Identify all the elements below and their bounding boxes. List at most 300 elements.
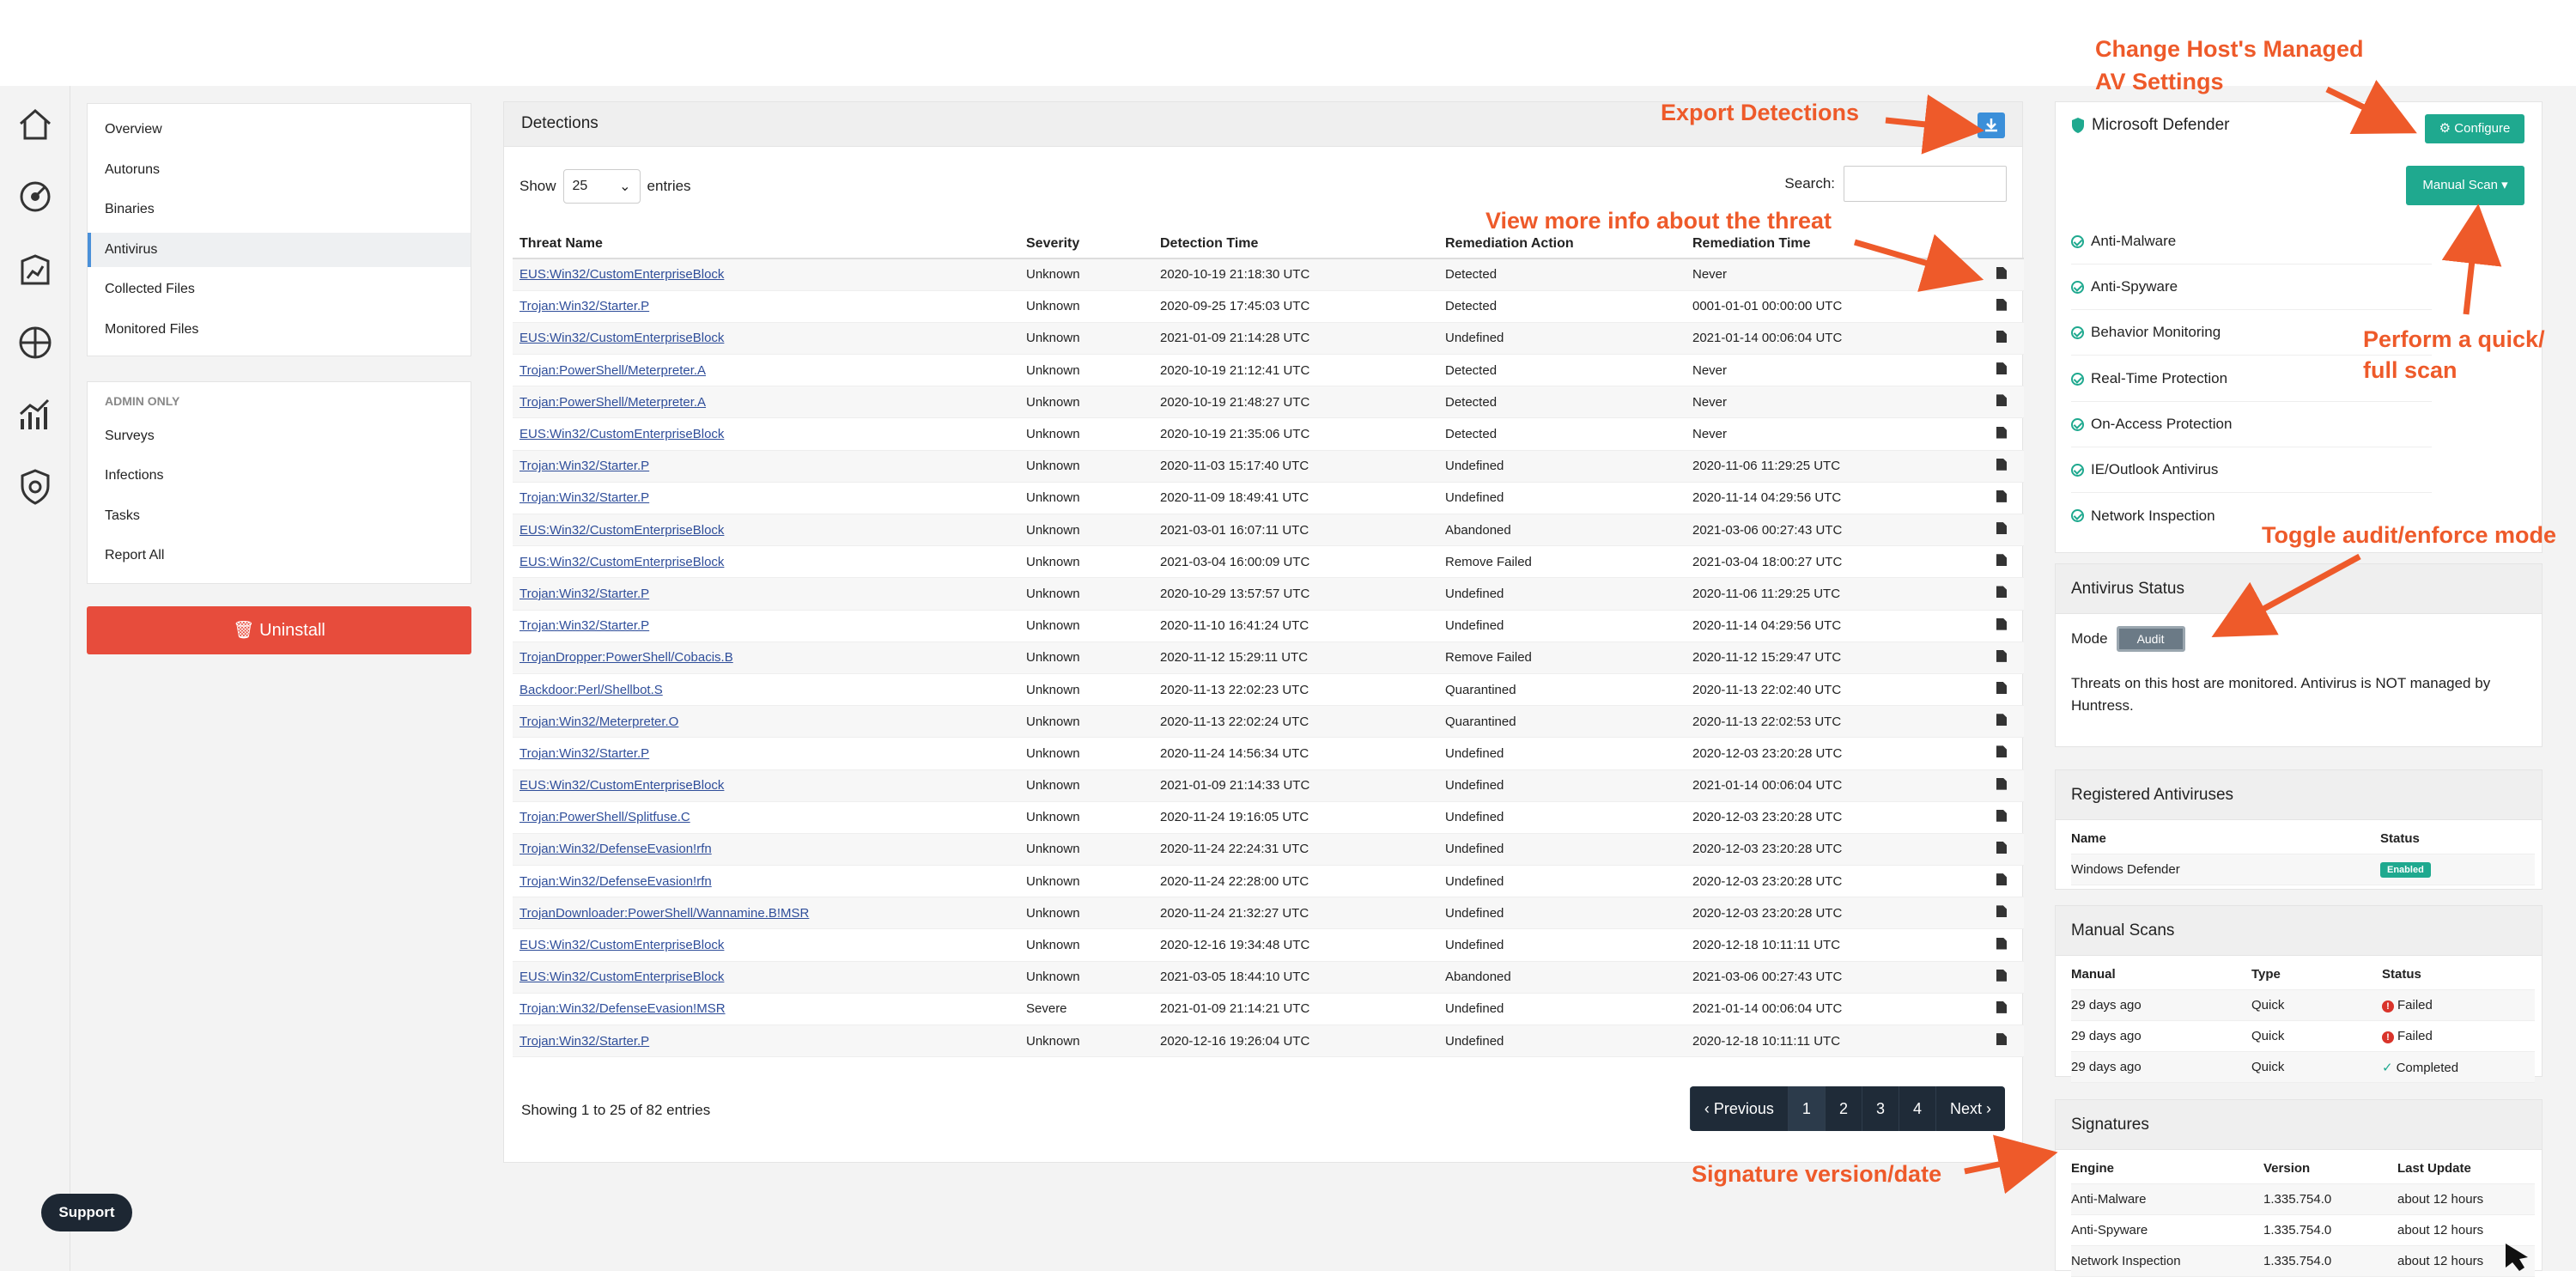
cell-remediation-action: Undefined [1438, 578, 1686, 610]
admin-card [87, 381, 471, 584]
uninstall-label: Uninstall [259, 621, 325, 640]
col-engine: Engine [2071, 1161, 2115, 1176]
col-remediation-action[interactable]: Remediation Action [1438, 229, 1686, 258]
manual-scans-card [2055, 905, 2543, 1077]
file-icon[interactable] [1996, 490, 2007, 502]
table-row [513, 801, 2024, 833]
cell-remediation-action: Detected [1438, 418, 1686, 450]
manual-scan-button[interactable]: Manual Scan ▾ [2406, 166, 2524, 205]
cell-details[interactable] [1990, 769, 2024, 801]
cell-details[interactable] [1990, 993, 2024, 1025]
signatures-header [2056, 1100, 2542, 1150]
cog-icon: ⚙ [2439, 121, 2455, 136]
engine: Network Inspection [2071, 1254, 2181, 1268]
defender-title: Microsoft Defender [2092, 116, 2230, 134]
file-icon[interactable] [1996, 394, 2007, 406]
table-row [513, 386, 2024, 418]
cell-threat-name[interactable] [513, 355, 1019, 386]
file-icon[interactable] [1996, 970, 2007, 982]
cell-details[interactable] [1990, 386, 2024, 418]
cell-remediation-action: Undefined [1438, 322, 1686, 354]
file-icon[interactable] [1996, 938, 2007, 950]
shield-icon [2071, 117, 2085, 134]
pager-page-4[interactable]: 4 [1899, 1086, 1935, 1131]
feature-ie-outlook-antivirus [2071, 447, 2432, 493]
scan-when: 29 days ago [2071, 1029, 2142, 1043]
cell-detection-time: 2021-03-05 18:44:10 UTC [1153, 961, 1438, 993]
registered-table [2071, 824, 2535, 885]
file-icon[interactable] [1996, 1001, 2007, 1013]
table-row [513, 642, 2024, 673]
cell-threat-name[interactable] [513, 514, 1019, 546]
cell-details[interactable] [1990, 514, 2024, 546]
threat-link[interactable]: Trojan:Win32/Starter.P [519, 459, 650, 474]
table-row [513, 322, 2024, 354]
check-circle-icon [2071, 235, 2084, 248]
cell-detection-time: 2020-09-25 17:45:03 UTC [1153, 290, 1438, 322]
col-status: Status [2380, 831, 2420, 846]
trash-icon: 🗑 [233, 621, 260, 640]
col-detection-time[interactable]: Detection Time [1153, 229, 1438, 258]
cell-severity: Unknown [1019, 418, 1153, 450]
feature-label: Behavior Monitoring [2091, 324, 2221, 340]
threat-link[interactable]: Trojan:Win32/Starter.P [519, 490, 650, 506]
cell-details[interactable] [1990, 738, 2024, 769]
cell-threat-name[interactable] [513, 993, 1019, 1025]
scan-status-text: Failed [2397, 998, 2433, 1012]
cell-detection-time: 2020-10-19 21:35:06 UTC [1153, 418, 1438, 450]
cell-detection-time: 2020-11-24 19:16:05 UTC [1153, 801, 1438, 833]
threat-link[interactable]: Trojan:PowerShell/Meterpreter.A [519, 362, 707, 378]
search-input[interactable] [1844, 166, 2007, 202]
cell-details[interactable] [1990, 546, 2024, 578]
col-severity[interactable]: Severity [1019, 229, 1153, 258]
manual-scans-table [2071, 959, 2535, 1083]
cell-details[interactable] [1990, 706, 2024, 738]
cell-severity: Unknown [1019, 322, 1153, 354]
cell-remediation-time: 2021-03-04 18:00:27 UTC [1686, 546, 1990, 578]
cell-severity: Unknown [1019, 482, 1153, 514]
cell-severity: Unknown [1019, 673, 1153, 705]
feature-anti-malware [2071, 219, 2432, 265]
feature-label: Anti-Spyware [2091, 278, 2178, 295]
version: 1.335.754.0 [2263, 1223, 2332, 1237]
cell-threat-name[interactable] [513, 961, 1019, 993]
threat-link[interactable]: EUS:Win32/CustomEnterpriseBlock [519, 267, 725, 283]
file-icon[interactable] [1996, 682, 2007, 694]
alert-icon: ! [2382, 1031, 2394, 1043]
file-icon[interactable] [1996, 362, 2007, 374]
cell-threat-name[interactable] [513, 897, 1019, 929]
cell-threat-name[interactable] [513, 578, 1019, 610]
threat-link[interactable]: EUS:Win32/CustomEnterpriseBlock [519, 522, 725, 538]
cell-remediation-action: Undefined [1438, 866, 1686, 897]
cell-remediation-time: 2020-12-18 10:11:11 UTC [1686, 1025, 1990, 1057]
cell-threat-name[interactable] [513, 642, 1019, 673]
cell-severity: Unknown [1019, 769, 1153, 801]
nav-collected-files[interactable]: Collected Files [105, 282, 195, 296]
cell-remediation-time: 2020-11-14 04:29:56 UTC [1686, 610, 1990, 642]
cell-threat-name[interactable] [513, 1025, 1019, 1057]
cell-details[interactable] [1990, 610, 2024, 642]
cell-remediation-action: Remove Failed [1438, 546, 1686, 578]
cell-details[interactable] [1990, 418, 2024, 450]
check-circle-icon [2071, 373, 2084, 386]
feature-anti-spyware [2071, 265, 2432, 310]
feature-label: Anti-Malware [2091, 233, 2177, 249]
cell-severity: Unknown [1019, 961, 1153, 993]
cell-remediation-time: 2021-03-06 00:27:43 UTC [1686, 961, 1990, 993]
cell-threat-name[interactable] [513, 418, 1019, 450]
cell-detection-time: 2020-11-10 16:41:24 UTC [1153, 610, 1438, 642]
cell-details[interactable] [1990, 833, 2024, 865]
col-type: Type [2251, 967, 2281, 982]
file-icon[interactable] [1996, 618, 2007, 630]
detections-table [513, 229, 2024, 1057]
table-row [513, 290, 2024, 322]
icon-rail [0, 86, 70, 1271]
cell-severity: Unknown [1019, 866, 1153, 897]
note-export: Export Detections [1661, 100, 1860, 125]
nav-antivirus[interactable]: Antivirus [88, 233, 471, 267]
check-circle-icon [2071, 464, 2084, 477]
table-row [513, 450, 2024, 482]
host-nav-card [87, 103, 471, 356]
configure-button[interactable] [2425, 114, 2524, 143]
file-icon[interactable] [1996, 1033, 2007, 1045]
nav-surveys[interactable]: Surveys [105, 429, 155, 443]
cell-threat-name[interactable] [513, 769, 1019, 801]
signatures-table [2071, 1153, 2535, 1277]
cell-threat-name[interactable] [513, 866, 1019, 897]
file-icon[interactable] [1996, 267, 2007, 279]
signatures-title: Signatures [2071, 1116, 2149, 1134]
file-icon[interactable] [1996, 427, 2007, 439]
table-row [513, 833, 2024, 865]
cell-remediation-action: Quarantined [1438, 673, 1686, 705]
cell-remediation-time: 2020-12-03 23:20:28 UTC [1686, 801, 1990, 833]
antivirus-status-title: Antivirus Status [2071, 580, 2184, 598]
cell-remediation-action: Undefined [1438, 993, 1686, 1025]
admin-title: ADMIN ONLY [105, 394, 180, 408]
engine: Anti-Malware [2071, 1192, 2147, 1207]
threat-link[interactable]: Backdoor:Perl/Shellbot.S [519, 682, 663, 697]
cell-detection-time: 2020-11-13 22:02:24 UTC [1153, 706, 1438, 738]
cell-severity: Unknown [1019, 258, 1153, 290]
cell-details[interactable] [1990, 801, 2024, 833]
cell-details[interactable] [1990, 866, 2024, 897]
alert-icon: ! [2382, 1000, 2394, 1012]
mode-toggle[interactable]: Audit [2117, 626, 2185, 652]
cell-detection-time: 2020-10-19 21:18:30 UTC [1153, 258, 1438, 290]
cell-remediation-action: Detected [1438, 355, 1686, 386]
nav-tasks[interactable]: Tasks [105, 508, 140, 523]
table-info: Showing 1 to 25 of 82 entries [521, 1102, 711, 1118]
version: 1.335.754.0 [2263, 1254, 2332, 1268]
cell-remediation-time: 2020-11-13 22:02:53 UTC [1686, 706, 1990, 738]
antivirus-status-header [2056, 564, 2542, 614]
cell-details[interactable] [1990, 258, 2024, 290]
file-icon[interactable] [1996, 905, 2007, 917]
length-control [519, 169, 691, 204]
pager-previous[interactable]: ‹ Previous [1690, 1086, 1788, 1131]
scan-status [2382, 998, 2433, 1012]
last-update: about 12 hours [2397, 1254, 2484, 1268]
threat-link[interactable]: TrojanDownloader:PowerShell/Wannamine.B!MSR [519, 905, 810, 921]
entries-length-select[interactable] [563, 169, 641, 204]
cell-remediation-time: 2020-11-13 22:02:40 UTC [1686, 673, 1990, 705]
cell-details[interactable] [1990, 1025, 2024, 1057]
cell-detection-time: 2020-11-24 21:32:27 UTC [1153, 897, 1438, 929]
entries-label: entries [647, 178, 691, 194]
threat-link[interactable]: Trojan:PowerShell/Meterpreter.A [519, 394, 707, 410]
scan-type: Quick [2251, 998, 2285, 1012]
cell-threat-name[interactable] [513, 546, 1019, 578]
export-detections-button[interactable] [1978, 112, 2005, 138]
antivirus-status-card [2055, 563, 2543, 747]
cell-details[interactable] [1990, 355, 2024, 386]
cell-details[interactable] [1990, 673, 2024, 705]
scan-when: 29 days ago [2071, 998, 2142, 1012]
cell-remediation-action: Undefined [1438, 897, 1686, 929]
home-icon[interactable] [14, 103, 57, 146]
threat-link[interactable]: Trojan:Win32/DefenseEvasion!MSR [519, 1001, 726, 1017]
cell-severity: Unknown [1019, 578, 1153, 610]
col-name: Name [2071, 831, 2106, 846]
table-row [2071, 854, 2535, 885]
av-name: Windows Defender [2071, 862, 2180, 877]
cell-threat-name[interactable] [513, 386, 1019, 418]
cell-remediation-time: 2020-11-06 11:29:25 UTC [1686, 578, 1990, 610]
cell-detection-time: 2020-11-24 14:56:34 UTC [1153, 738, 1438, 769]
cell-detection-time: 2021-03-01 16:07:11 UTC [1153, 514, 1438, 546]
check-circle-icon [2071, 509, 2084, 522]
threat-link[interactable]: TrojanDropper:PowerShell/Cobacis.B [519, 650, 733, 666]
table-row [513, 1025, 2024, 1057]
nav-autoruns[interactable]: Autoruns [105, 162, 161, 177]
cell-remediation-action: Undefined [1438, 801, 1686, 833]
feature-on-access-protection [2071, 402, 2432, 447]
table-row [2071, 1052, 2535, 1083]
cell-remediation-action: Undefined [1438, 610, 1686, 642]
cell-detection-time: 2020-12-16 19:34:48 UTC [1153, 929, 1438, 961]
file-icon[interactable] [1996, 745, 2007, 757]
threat-link[interactable]: EUS:Win32/CustomEnterpriseBlock [519, 331, 725, 346]
note-view: View more info about the threat [1485, 208, 1832, 234]
nav-binaries[interactable]: Binaries [105, 202, 155, 216]
uninstall-button[interactable] [87, 606, 471, 654]
cell-remediation-time: 2021-03-06 00:27:43 UTC [1686, 514, 1990, 546]
table-row [2071, 990, 2535, 1021]
cell-remediation-action: Undefined [1438, 833, 1686, 865]
cell-threat-name[interactable] [513, 450, 1019, 482]
registered-header [2056, 770, 2542, 820]
cell-threat-name[interactable] [513, 929, 1019, 961]
cell-threat-name[interactable] [513, 833, 1019, 865]
table-row [513, 929, 2024, 961]
note-change-1: Change Host's Managed [2095, 36, 2364, 62]
cell-severity: Unknown [1019, 355, 1153, 386]
nav-overview[interactable]: Overview [105, 122, 162, 137]
file-icon[interactable] [1996, 331, 2007, 343]
note-scan-1: Perform a quick/ [2363, 326, 2545, 352]
cell-detection-time: 2021-03-04 16:00:09 UTC [1153, 546, 1438, 578]
threat-link[interactable]: Trojan:Win32/Meterpreter.O [519, 714, 679, 729]
file-icon[interactable] [1996, 554, 2007, 566]
cell-threat-name[interactable] [513, 801, 1019, 833]
globe-target-icon[interactable] [14, 321, 57, 364]
cell-threat-name[interactable] [513, 706, 1019, 738]
file-icon[interactable] [1996, 714, 2007, 726]
cell-details[interactable] [1990, 929, 2024, 961]
cell-remediation-action: Undefined [1438, 482, 1686, 514]
cell-remediation-action: Quarantined [1438, 706, 1686, 738]
note-toggle: Toggle audit/enforce mode [2262, 522, 2557, 548]
last-update: about 12 hours [2397, 1192, 2484, 1207]
cell-remediation-action: Detected [1438, 290, 1686, 322]
cell-threat-name[interactable] [513, 482, 1019, 514]
file-icon[interactable] [1996, 522, 2007, 534]
table-header-row [2071, 824, 2535, 854]
status-badge: Enabled [2380, 862, 2431, 878]
cell-severity: Unknown [1019, 386, 1153, 418]
nav-monitored-files[interactable]: Monitored Files [105, 322, 199, 337]
scan-type: Quick [2251, 1060, 2285, 1074]
file-icon[interactable] [1996, 842, 2007, 854]
manual-scans-header [2056, 906, 2542, 956]
nav-infections[interactable]: Infections [105, 468, 164, 483]
scan-status-text: Failed [2397, 1029, 2433, 1043]
cell-remediation-time: Never [1686, 355, 1990, 386]
radar-icon[interactable] [14, 175, 57, 218]
threat-link[interactable]: Trojan:PowerShell/Splitfuse.C [519, 810, 690, 825]
table-row [2071, 1184, 2535, 1215]
file-icon[interactable] [1996, 586, 2007, 598]
signatures-card [2055, 1099, 2543, 1271]
file-icon[interactable] [1996, 459, 2007, 471]
table-row [2071, 1215, 2535, 1246]
cell-details[interactable] [1990, 961, 2024, 993]
cell-detection-time: 2020-11-12 15:29:11 UTC [1153, 642, 1438, 673]
threat-link[interactable]: Trojan:Win32/Starter.P [519, 299, 650, 314]
cell-detection-time: 2020-11-09 18:49:41 UTC [1153, 482, 1438, 514]
cell-threat-name[interactable] [513, 258, 1019, 290]
col-actions [1990, 229, 2024, 258]
cell-severity: Unknown [1019, 929, 1153, 961]
threat-link[interactable]: Trojan:Win32/Starter.P [519, 1033, 650, 1049]
cell-severity: Unknown [1019, 897, 1153, 929]
cell-remediation-time: 2020-12-03 23:20:28 UTC [1686, 866, 1990, 897]
col-manual: Manual [2071, 967, 2116, 982]
cell-details[interactable] [1990, 897, 2024, 929]
shield-gear-icon[interactable] [14, 465, 57, 508]
file-icon[interactable] [1996, 650, 2007, 662]
pager-next[interactable]: Next › [1935, 1086, 2005, 1131]
table-row [513, 961, 2024, 993]
cell-remediation-time: 2020-11-06 11:29:25 UTC [1686, 450, 1990, 482]
threat-link[interactable]: Trojan:Win32/DefenseEvasion!rfn [519, 873, 712, 889]
cell-threat-name[interactable] [513, 290, 1019, 322]
cell-details[interactable] [1990, 642, 2024, 673]
check-circle-icon [2071, 281, 2084, 294]
threat-link[interactable]: Trojan:Win32/Starter.P [519, 586, 650, 601]
table-row [513, 866, 2024, 897]
cell-detection-time: 2020-10-19 21:48:27 UTC [1153, 386, 1438, 418]
cell-threat-name[interactable] [513, 322, 1019, 354]
shield-chart-icon[interactable] [14, 249, 57, 292]
threat-link[interactable]: EUS:Win32/CustomEnterpriseBlock [519, 778, 725, 794]
entries-length-value: 25 [572, 179, 588, 193]
cell-details[interactable] [1990, 578, 2024, 610]
scan-status-text: Completed [2396, 1060, 2459, 1075]
search-label: Search: [1784, 175, 1835, 192]
file-icon[interactable] [1996, 810, 2007, 822]
registered-title: Registered Antiviruses [2071, 786, 2234, 804]
check-circle-icon [2071, 326, 2084, 339]
cell-threat-name[interactable] [513, 673, 1019, 705]
threat-link[interactable]: EUS:Win32/CustomEnterpriseBlock [519, 938, 725, 953]
cell-threat-name[interactable] [513, 738, 1019, 769]
search-control [1784, 166, 2007, 202]
cell-detection-time: 2020-11-03 15:17:40 UTC [1153, 450, 1438, 482]
feature-label: Real-Time Protection [2091, 370, 2228, 386]
feature-label: Network Inspection [2091, 507, 2215, 524]
cell-details[interactable] [1990, 482, 2024, 514]
file-icon[interactable] [1996, 778, 2007, 790]
nav-report-all[interactable]: Report All [105, 548, 165, 562]
threat-link[interactable]: Trojan:Win32/Starter.P [519, 618, 650, 634]
pager-page-1[interactable]: 1 [1788, 1086, 1825, 1131]
cell-severity: Unknown [1019, 290, 1153, 322]
table-row [513, 546, 2024, 578]
threat-link[interactable]: Trojan:Win32/DefenseEvasion!rfn [519, 842, 712, 857]
file-icon[interactable] [1996, 299, 2007, 311]
cell-details[interactable] [1990, 290, 2024, 322]
mode-row [2071, 626, 2185, 652]
col-threat-name[interactable]: Threat Name [513, 229, 1019, 258]
pager-page-2[interactable]: 2 [1825, 1086, 1862, 1131]
threat-link[interactable]: Trojan:Win32/Starter.P [519, 745, 650, 761]
engine: Anti-Spyware [2071, 1223, 2148, 1237]
cell-remediation-time: Never [1686, 258, 1990, 290]
threat-link[interactable]: EUS:Win32/CustomEnterpriseBlock [519, 970, 725, 985]
col-remediation-time[interactable]: Remediation Time [1686, 229, 1990, 258]
cell-remediation-time: 2020-11-14 04:29:56 UTC [1686, 482, 1990, 514]
cell-detection-time: 2020-11-13 22:02:23 UTC [1153, 673, 1438, 705]
cell-severity: Unknown [1019, 833, 1153, 865]
status-description: Threats on this host are monitored. Antivirus is NOT managed by Huntress. [2071, 675, 2491, 714]
threat-link[interactable]: EUS:Win32/CustomEnterpriseBlock [519, 554, 725, 569]
table-row [513, 706, 2024, 738]
cell-details[interactable] [1990, 450, 2024, 482]
analytics-icon[interactable] [14, 393, 57, 436]
support-button[interactable]: Support [41, 1194, 132, 1231]
cell-threat-name[interactable] [513, 610, 1019, 642]
note-change-2: AV Settings [2095, 69, 2224, 94]
threat-link[interactable]: EUS:Win32/CustomEnterpriseBlock [519, 427, 725, 442]
table-header-row [2071, 959, 2535, 990]
cell-detection-time: 2020-12-16 19:26:04 UTC [1153, 1025, 1438, 1057]
cell-remediation-action: Remove Failed [1438, 642, 1686, 673]
table-row [513, 769, 2024, 801]
table-row [513, 258, 2024, 290]
pagination [1690, 1086, 2005, 1131]
file-icon[interactable] [1996, 873, 2007, 885]
cell-detection-time: 2021-01-09 21:14:33 UTC [1153, 769, 1438, 801]
table-header-row [2071, 1153, 2535, 1184]
pager-page-3[interactable]: 3 [1862, 1086, 1899, 1131]
cell-details[interactable] [1990, 322, 2024, 354]
